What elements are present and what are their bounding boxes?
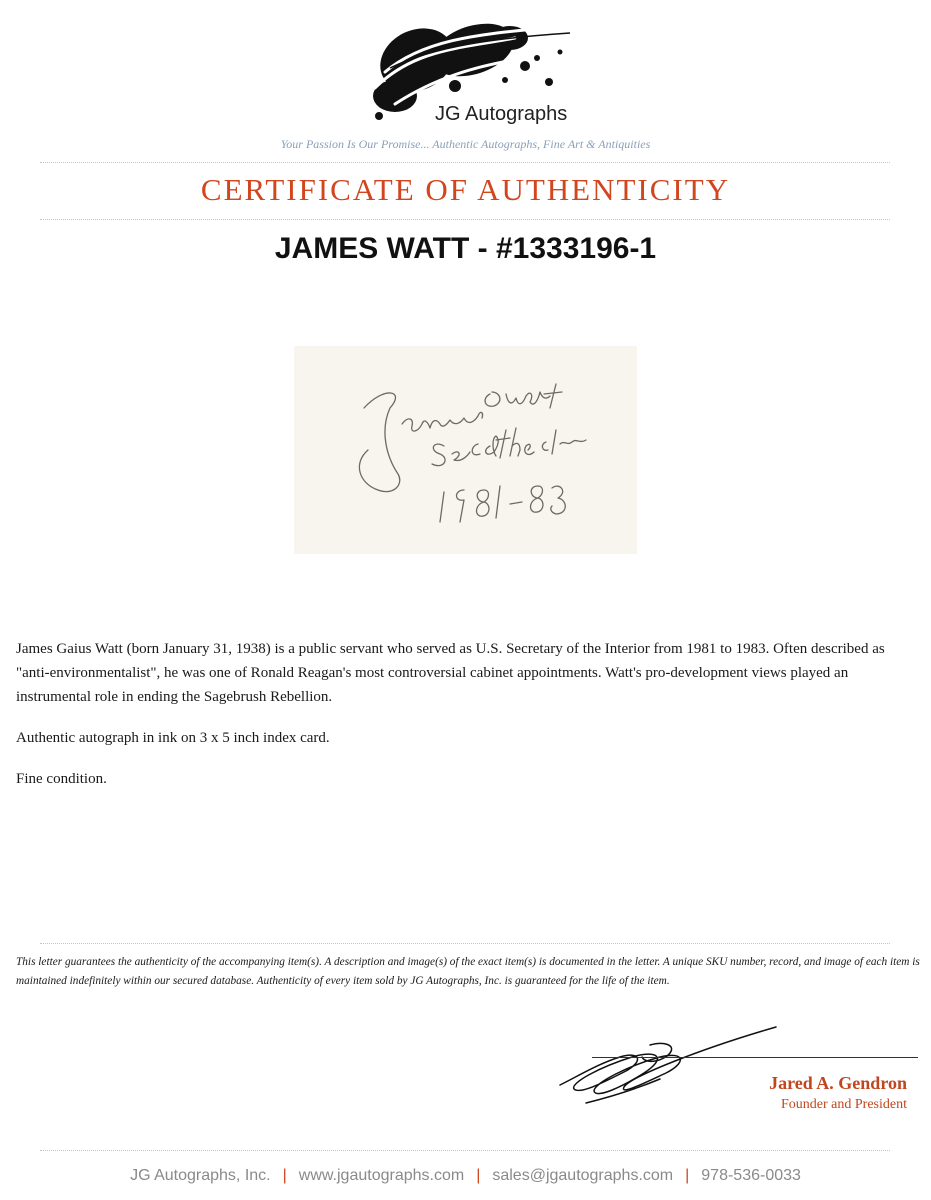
footer-company: JG Autographs, Inc. <box>130 1167 271 1184</box>
footer-separator: | <box>282 1167 287 1184</box>
brand-name: JG Autographs <box>435 103 568 125</box>
biography-paragraph: James Gaius Watt (born January 31, 1938) is a public servant who served as U.S. Secretary of the Interior from 1981 to 1983. Often described as "anti-environmentalist", he was one of Ronald Reagan's most controversial cabinet appointments. Watt's pro-development views played an instrumental role in ending the Sagebrush Rebellion. <box>16 641 885 705</box>
item-title: JAMES WATT - #1333196-1 <box>274 232 657 265</box>
item-description <box>16 637 911 808</box>
footer-email-link[interactable]: sales@jgautographs.com <box>492 1167 674 1184</box>
signature-line <box>592 1057 918 1058</box>
guarantee-statement: This letter guarantees the authenticity of the accompanying item(s). A description and image(s) of the exact item(s) is documented in the letter. A unique SKU number, record, and image of each item is maintained indefinitely within our secured database. Authenticity of every item sold by JG Autographs, Inc. is guaranteed for the life of the item. <box>16 956 920 987</box>
footer <box>0 1167 931 1185</box>
divider-top <box>40 162 890 163</box>
autograph-card-image <box>294 346 637 554</box>
footer-website-link[interactable]: www.jgautographs.com <box>298 1167 465 1184</box>
footer-phone: 978-536-0033 <box>701 1167 801 1184</box>
tagline: Your Passion Is Our Promise... Authentic Autographs, Fine Art & Antiquities <box>280 137 651 151</box>
signatory-name: Jared A. Gendron <box>769 1073 907 1093</box>
footer-separator: | <box>476 1167 481 1184</box>
signatory-role: Founder and President <box>781 1097 907 1112</box>
condition-paragraph: Fine condition. <box>16 771 107 787</box>
item-details-paragraph: Authentic autograph in ink on 3 x 5 inch index card. <box>16 730 330 746</box>
certificate-title: CERTIFICATE OF AUTHENTICITY <box>200 172 731 207</box>
divider-title <box>40 219 890 220</box>
footer-separator: | <box>685 1167 690 1184</box>
divider-footer <box>40 1150 890 1151</box>
divider-guarantee <box>40 943 890 944</box>
